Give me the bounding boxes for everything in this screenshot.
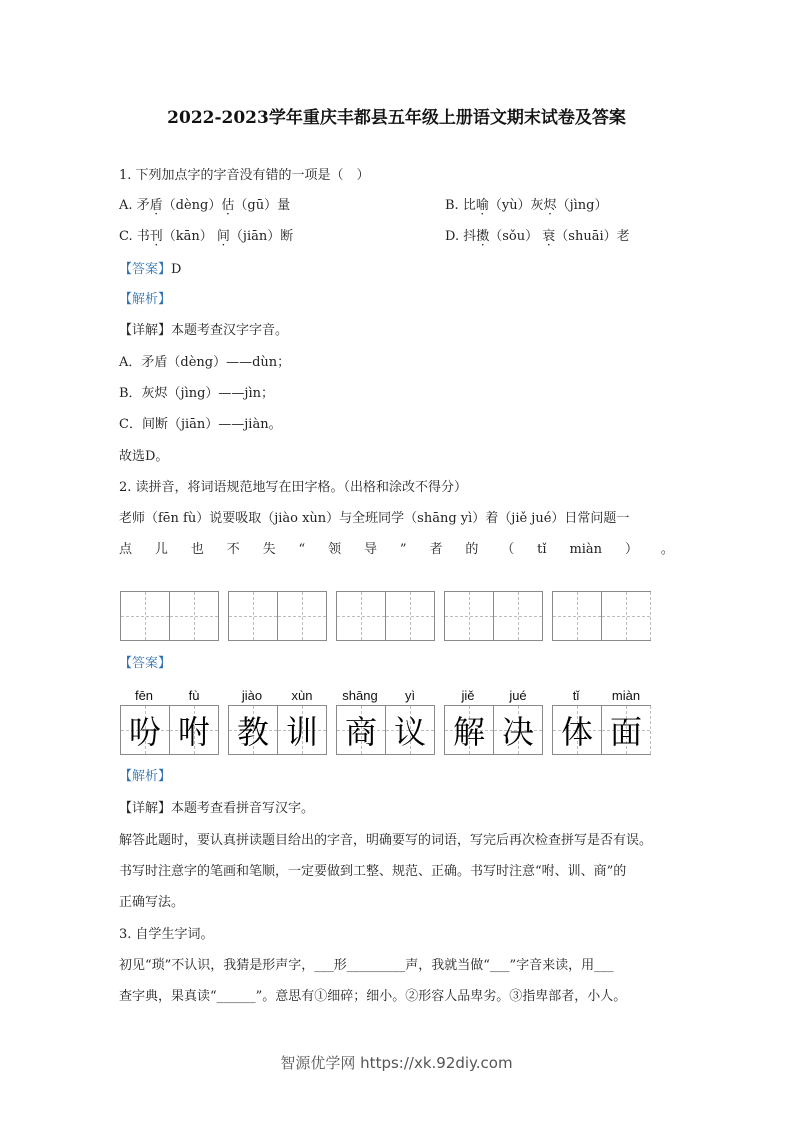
answer-character: 训 [285,713,318,751]
q1-option-b: B. 比喻（yù）灰烬（jìng） [445,198,608,213]
blank-writing-grid [552,591,651,641]
answer-pinyin: jué [509,688,527,703]
q1-option-c: C. 书刊（kān） 间（jiān）断 [119,229,294,244]
answer-character: 咐 [177,713,210,751]
blank-writing-grid [120,591,219,641]
answer-character: 商 [344,713,377,751]
blank-writing-grid [336,591,435,641]
blank-writing-grid [228,591,327,641]
answer-pinyin: fēn [134,688,154,703]
answer-pinyin: fù [188,688,200,703]
q2-detail: 【详解】本题考查看拼音写汉字。 [119,801,315,816]
q1-stem: 1. 下列加点字的字音没有错的一项是（ ） [119,168,370,183]
answer-writing-grid [336,705,435,755]
footer-watermark: 智源优学网 https://xk.92diy.com [280,1054,513,1072]
q2-answer-tag: 【答案】 [119,656,172,671]
q2-text-line-2: 点 儿 也 不 失 “ 领 导 ” 者 的 （ tǐ miàn ） 。 [119,542,674,557]
q2-stem: 2. 读拼音，将词语规范地写在田字格。（出格和涂改不得分） [119,480,468,495]
answer-writing-grid [228,705,327,755]
q1-answer: 【答案】D [119,262,182,277]
q2-detail-line: 解答此题时，要认真拼读题目给出的字音，明确要写的词语，写完后再次检查拼写是否有误。 [119,833,653,848]
q2-detail-line: 正确写法。 [119,895,185,910]
q2-text-line-1: 老师（fēn fù）说要吸取（jiào xùn）与全班同学（shāng yì）着（jiě jué）日常问题一 [119,511,630,526]
answer-pinyin: tǐ [572,688,580,703]
q2-analysis-tag: 【解析】 [119,769,172,784]
q1-detail-line: B．灰烬（jìng）——jìn； [119,386,274,401]
q1-option-a: A. 矛盾（dèng）估（gū）量 [119,198,291,213]
q3-line-2: 查字典，果真读“______”。意思有①细碎；细小。②形容人品卑劣。③指卑部者，小人。 [119,989,627,1004]
answer-pinyin: jiào [241,688,263,703]
answer-character: 体 [560,713,593,751]
answer-character: 议 [393,713,426,751]
answer-pinyin: jiě [461,688,475,703]
answer-character: 吩 [128,713,161,751]
q1-analysis-tag: 【解析】 [119,292,172,307]
q1-detail-line: C．间断（jiān）——jiàn。 [119,417,282,432]
answer-writing-grid [552,705,651,755]
answer-character: 面 [609,713,642,751]
answer-writing-grid [120,705,219,755]
q2-detail-line: 书写时注意字的笔画和笔顺，一定要做到工整、规范、正确。书写时注意“咐、训、商”的 [119,864,627,879]
answer-pinyin: yì [404,688,416,703]
q3-stem: 3. 自学生字词。 [119,927,214,942]
q1-option-d: D. 抖擞（sǒu） 衰（shuāi）老 [445,229,630,244]
blank-writing-grid [444,591,543,641]
q1-detail-line: A．矛盾（dèng）——dùn； [119,355,291,370]
answer-character: 教 [236,713,269,751]
q3-line-1: 初见“琐”不认识，我猜是形声字，___形_________声，我就当做“___”字音来读，用___ [119,958,614,973]
answer-writing-grid [444,705,543,755]
answer-pinyin: miàn [611,688,641,703]
answer-character: 解 [452,713,485,751]
page-title: 2022-2023学年重庆丰都县五年级上册语文期末试卷及答案 [167,108,626,128]
q1-conclusion: 故选D。 [119,449,169,464]
answer-pinyin: xùn [291,688,313,703]
answer-character: 决 [501,713,534,751]
answer-pinyin: shāng [342,688,378,703]
q1-detail: 【详解】本题考查汉字字音。 [119,323,289,338]
